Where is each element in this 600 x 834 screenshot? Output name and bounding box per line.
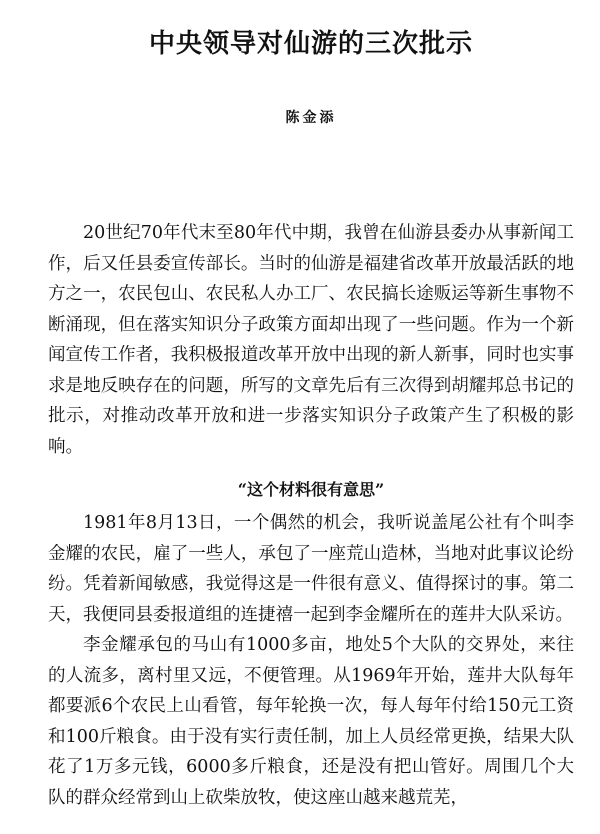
article-author: 陈金添 <box>285 110 337 126</box>
section-heading: “这个材料很有意思” <box>237 480 385 499</box>
article-title: 中央领导对仙游的三次批示 <box>148 29 473 59</box>
intro-paragraph: 20世纪70年代末至80年代中期，我曾在仙游县委办从事新闻工作，后又任县委宣传部长。当时的仙游是福建省改革开放最活跃的地方之一，农民包山、农民私人办工厂、农民搞长途贩运等新生事物不断涌现，但在落实知识分子政策方面却出现了一些问题。作为一个新闻宣传工作者，我积极报道改革开放中出现的新人新事，同时也实事求是地反映存在的问题，所写的文章先后有三次得到胡耀邦总书记的批示，对推动改革开放和进一步落实知识分子政策产生了积极的影响。 <box>48 223 574 457</box>
body-paragraph: 李金耀承包的马山有1000多亩，地处5个大队的交界处，来往的人流多，离村里又远，不便管理。从1969年开始，莲井大队每年都要派6个农民上山看管，每年轮换一次，每人每年付给150元工资和100斤粮食。由于没有实行责任制，加上人员经常更换，结果大队花了1万多元钱，6000多斤粮食，还是没有把山管好。周围几个大队的群众经常到山上砍柴放牧，使这座山越来越荒芜， <box>48 635 574 808</box>
body-paragraph: 1981年8月13日，一个偶然的机会，我听说盖尾公社有个叫李金耀的农民，雇了一些人，承包了一座荒山造林，当地对此事议论纷纷。凭着新闻敏感，我觉得这是一件很有意义、值得探讨的事。第二天，我便同县委报道组的连捷禧一起到李金耀所在的莲井大队采访。 <box>48 513 574 625</box>
